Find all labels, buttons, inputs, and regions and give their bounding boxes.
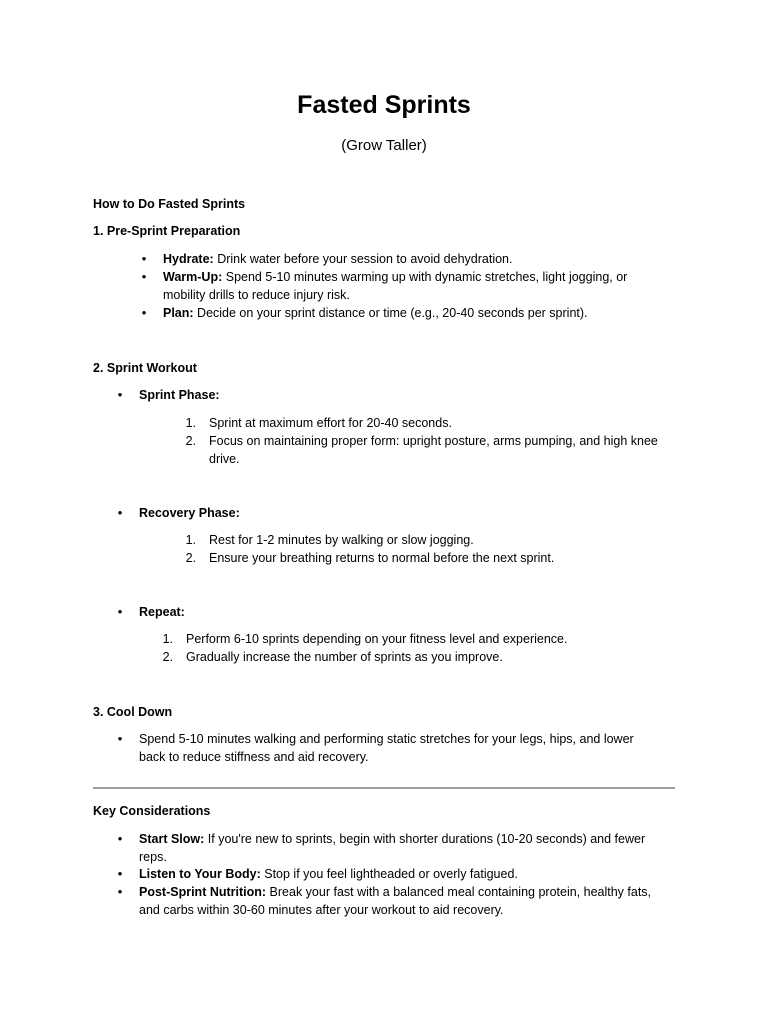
phase-label-recovery: Recovery Phase: — [139, 506, 240, 520]
item-text: Drink water before your session to avoid dehydration. — [213, 252, 513, 266]
list-item: Sprint at maximum effort for 20-40 seconds. — [209, 416, 452, 430]
item-label: Start Slow: — [139, 832, 205, 846]
item-text: Spend 5-10 minutes warming up with dynamic stretches, light jogging, or mobility drills to reduce injury risk. — [163, 270, 628, 302]
item-label: Hydrate: — [163, 252, 214, 266]
step-number: 1. — [162, 632, 173, 646]
step-number: 1. — [185, 416, 196, 430]
bullet-icon: • — [141, 305, 147, 320]
step-number: 1. — [185, 533, 196, 547]
list-item: Rest for 1-2 minutes by walking or slow jogging. — [209, 533, 474, 547]
item-label: Post-Sprint Nutrition: — [139, 885, 267, 899]
page-subtitle: (Grow Taller) — [341, 137, 427, 154]
list-item — [163, 250, 673, 268]
bullet-icon: • — [141, 251, 147, 266]
bullet-icon: • — [141, 269, 147, 284]
section-intro-heading: How to Do Fasted Sprints — [93, 197, 246, 211]
horizontal-divider — [93, 787, 675, 789]
section-3-heading: 3. Cool Down — [93, 705, 173, 719]
item-label: Listen to Your Body: — [139, 867, 261, 881]
list-item: Focus on maintaining proper form: upright posture, arms pumping, and high knee drive. — [209, 434, 658, 466]
list-item: Gradually increase the number of sprints as you improve. — [186, 650, 503, 664]
bullet-icon: • — [117, 884, 123, 899]
section-2-heading: 2. Sprint Workout — [93, 361, 197, 375]
item-text: Break your fast with a balanced meal containing protein, healthy fats, and carbs within 30-60 minutes after your workout to aid recovery. — [139, 885, 652, 917]
list-item: Perform 6-10 sprints depending on your fitness level and experience. — [186, 632, 568, 646]
bullet-icon: • — [117, 831, 123, 846]
item-text: If you're new to sprints, begin with shorter durations (10-20 seconds) and fewer reps. — [139, 832, 646, 864]
bullet-icon: • — [117, 387, 123, 402]
list-item — [139, 865, 674, 883]
list-item: Ensure your breathing returns to normal before the next sprint. — [209, 551, 555, 565]
step-number: 2. — [185, 551, 196, 565]
section-1-heading: 1. Pre-Sprint Preparation — [93, 224, 241, 238]
bullet-icon: • — [117, 604, 123, 619]
list-item — [163, 304, 673, 322]
bullet-icon: • — [117, 505, 123, 520]
bullet-icon: • — [117, 866, 123, 881]
bullet-icon: • — [117, 731, 123, 746]
phase-label-repeat: Repeat: — [139, 605, 185, 619]
list-item — [163, 268, 663, 304]
step-number: 2. — [162, 650, 173, 664]
list-item — [139, 883, 674, 919]
step-number: 2. — [185, 434, 196, 448]
list-item: Spend 5-10 minutes walking and performing static stretches for your legs, hips, and lower back to reduce stiffness and aid recovery. — [139, 732, 634, 764]
item-text: Decide on your sprint distance or time (e.g., 20-40 seconds per sprint). — [193, 306, 588, 320]
page-title: Fasted Sprints — [297, 91, 471, 119]
phase-label-sprint: Sprint Phase: — [139, 388, 220, 402]
item-text: Stop if you feel lightheaded or overly fatigued. — [260, 867, 518, 881]
key-considerations-heading: Key Considerations — [93, 804, 211, 818]
item-label: Warm-Up: — [163, 270, 223, 284]
list-item — [139, 830, 674, 866]
item-label: Plan: — [163, 306, 194, 320]
